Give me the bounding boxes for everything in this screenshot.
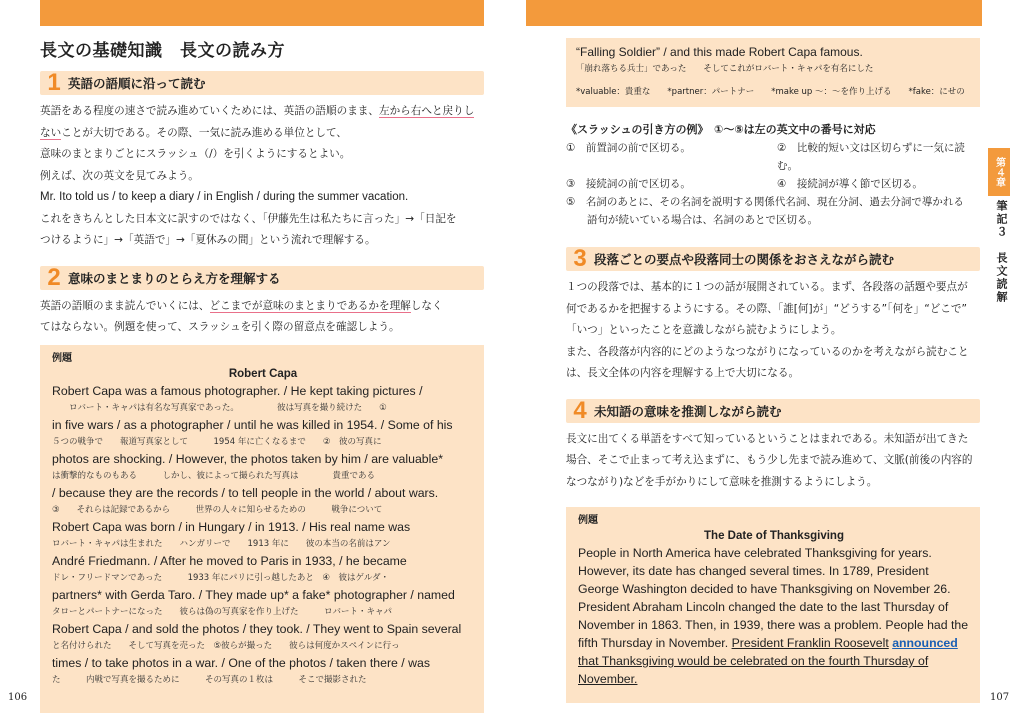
example-line <box>578 634 970 652</box>
example-japanese-line: ③ それらは記録であるから 世界の人々に知らせるための 戦争について <box>52 504 383 515</box>
left-page <box>40 30 484 713</box>
example-japanese-line: と名付けられた そして写真を売った ⑤彼らが撮った 彼らは何度かスペインに行っ <box>52 640 400 651</box>
example-english-line: partners* with Gerda Taro. / They made up* a fake* photographer / named <box>52 587 455 602</box>
example-title: Robert Capa <box>228 367 298 380</box>
rule-item: ⑤ 名詞のあとに、その名詞を説明する関係代名詞、現在分詞、過去分詞で導かれる <box>566 196 964 208</box>
section-2-body <box>40 296 484 339</box>
page-number-left: 106 <box>8 692 28 703</box>
example-line: November in 1863. Then, in 1939, there was a problem. People had the <box>578 618 969 632</box>
example-english-line: / because they are the records / to tell people in the world / about wars. <box>52 485 439 500</box>
continuation-box <box>566 38 980 107</box>
rule-item: ② 比較的短い文は区切らずに一気に読む。 <box>777 142 965 172</box>
highlighted-word: announced <box>892 636 958 650</box>
highlight-text: どこまでが意味のまとまりであるかを理解 <box>209 299 411 312</box>
example-japanese-line: ロバート・キャパは有名な写真家であった。 彼は写真を撮り続けた ① <box>52 402 387 413</box>
text: これをきちんとした日本文に訳すのではなく、「伊藤先生は私たちに言った」→「日記を <box>40 212 457 225</box>
example-english-line: photos are shocking. / However, the photos taken by him / are valuable* <box>52 451 443 466</box>
section-title: 英語の語順に沿って読む <box>68 76 206 91</box>
text: 英語をある程度の速さで読み進めていくためには、英語の語順のまま、 <box>40 105 379 117</box>
page-number-right: 107 <box>990 692 1010 703</box>
example-english-line: André Friedmann. / After he moved to Paris in 1933, / he became <box>52 553 407 568</box>
text: ことが大切である。その際、一気に読み進める単位として、 <box>61 126 348 139</box>
section-number: 3 <box>573 245 587 272</box>
section-1-body <box>40 101 484 252</box>
section-1-header <box>40 71 484 95</box>
example-japanese-line: は衝撃的なものもある しかし、彼によって撮られた写真は 貴重である <box>52 470 376 481</box>
section-number: 4 <box>573 396 587 424</box>
text: 英語の語順のまま読んでいくには、 <box>40 299 210 312</box>
section-4-body <box>566 429 980 494</box>
english-line: “Falling Soldier” / and this made Robert Capa famous. <box>576 45 863 59</box>
example-english-line: times / to take photos in a war. / One of the photos / taken there / was <box>52 655 430 670</box>
example-line: that Thanksgiving would be celebrated on the fourth Thursday of <box>578 654 929 668</box>
top-color-bar-left <box>40 0 484 26</box>
text: 場合、そこで止まって考え込まずに、もう少し先まで読み進めて、文脈(前後の内容的 <box>566 454 973 466</box>
text: 「いつ」といったことを意識しながら読むようにしよう。 <box>566 324 842 336</box>
rule-item: ① 前置詞の前で区切る。 <box>566 142 691 154</box>
example-box-left <box>40 345 484 713</box>
example-line: People in North America have celebrated Thanksgiving for years. <box>578 546 932 560</box>
text: しなく <box>410 299 443 312</box>
section-2-header <box>40 263 484 291</box>
example-line: President Abraham Lincoln changed the date to the last Thursday of <box>578 600 949 614</box>
top-color-bar-right <box>526 0 982 26</box>
glossary: *valuable：貴重な *partner：パートナー *make up ～：～を作り上げる *fake：にせの <box>576 87 965 97</box>
text: 例えば、次の英文を見てみよう。 <box>40 169 199 182</box>
example-line: George Washington decided to have Thanksgiving on November 26. <box>578 582 951 596</box>
chapter-tab: 第４章 <box>988 148 1010 196</box>
section-4-header <box>566 396 980 424</box>
section-title: 段落ごとの要点や段落同士の関係をおさえながら読む <box>594 252 895 267</box>
section-number: 1 <box>47 69 61 96</box>
chapter-subtitle: 筆記３ 長文読解 <box>995 200 1008 304</box>
example-english-line: Robert Capa was born / in Hungary / in 1913. / His real name was <box>52 519 411 534</box>
text: 長文に出てくる単語をすべて知っているということはまれである。未知語が出てきた <box>566 432 969 445</box>
example-text: fifth Thursday in November. <box>578 636 729 650</box>
example-box-right <box>566 507 980 703</box>
section-number: 2 <box>47 263 61 291</box>
section-title: 未知語の意味を推測しながら読む <box>594 403 782 419</box>
text: また、各段落が内容的にどのようなつながりになっているのかを考えながら読むこと <box>566 345 969 358</box>
example-english-line: Robert Capa was a famous photographer. / He kept taking pictures / <box>52 383 423 398</box>
example-english-line: in five wars / as a photographer / until he was killed in 1954. / Some of his <box>52 417 453 432</box>
highlight-text: 左から右へと戻りしない <box>40 105 475 139</box>
section-3-header <box>566 247 980 271</box>
example-label: 例題 <box>52 352 72 364</box>
text: てはならない。例題を使って、スラッシュを引く際の留意点を確認しよう。 <box>40 321 400 333</box>
example-japanese-line: ドレ・フリードマンであった 1933 年にパリに引っ越したあと ④ 彼はゲルダ・ <box>52 572 390 583</box>
right-page <box>566 38 980 703</box>
example-english-line: Robert Capa / and sold the photos / they took. / They went to Spain several <box>52 621 462 636</box>
text: は、長文全体の内容を理解する上で大切になる。 <box>566 367 800 379</box>
rule-item: ④ 接続詞が導く節で区切る。 <box>777 178 923 190</box>
text: １つの段落では、基本的に１つの話が展開されている。まず、各段落の話題や要点が <box>566 281 968 293</box>
example-lines <box>52 382 474 688</box>
japanese-line: 「崩れ落ちる兵士」であった そしてこれがロバート・キャパを有名にした <box>576 64 874 74</box>
example-title: The Date of Thanksgiving <box>704 530 844 542</box>
text: なつながり)などを手がかりにして意味を推測するようにしよう。 <box>566 475 878 488</box>
section-3-body <box>566 277 980 385</box>
text: 意味のまとまりごとにスラッシュ（/）を引くようにするとよい。 <box>40 148 351 160</box>
underlined-text: President Franklin Roosevelt <box>731 636 889 650</box>
example-line: November. <box>578 672 638 686</box>
section-title: 意味のまとまりのとらえ方を理解する <box>68 270 281 286</box>
rule-item: 語句が続いている場合は、名詞のあとで区切る。 <box>566 214 818 226</box>
example-japanese-line: ５つの戦争で 報道写真家として 1954 年に亡くなるまで ② 彼の写真に <box>52 436 382 447</box>
example-line: However, its date has changed several times. In 1789, President <box>578 564 929 578</box>
rules-list <box>566 139 980 193</box>
text: 何であるかを把握するようにする。その際、「誰[何]が」“どうする”「何を」“どこで” <box>566 302 967 315</box>
example-japanese-line: ロバート・キャパは生まれた ハンガリーで 1913 年に 彼の本当の名前はアン <box>52 538 391 549</box>
example-japanese-line: タローとパートナーになった 彼らは偽の写真家を作り上げた ロバート・キャパ <box>52 606 393 617</box>
page-title: 長文の基礎知識 長文の読み方 <box>40 41 285 61</box>
example-lines <box>578 544 970 634</box>
rule-item: ③ 接続詞の前で区切る。 <box>566 178 691 190</box>
example-japanese-line: た 内戦で写真を撮るために その写真の１枚は そこで撮影された <box>52 674 367 685</box>
example-label: 例題 <box>578 515 598 526</box>
rules-title: 《スラッシュの引き方の例》 ①～⑤は左の英文中の番号に対応 <box>566 123 876 136</box>
text: つけるように」→「英語で」→「夏休みの間」という流れで理解する。 <box>40 234 376 246</box>
example-sentence: Mr. Ito told us / to keep a diary / in English / during the summer vacation. <box>40 191 409 203</box>
